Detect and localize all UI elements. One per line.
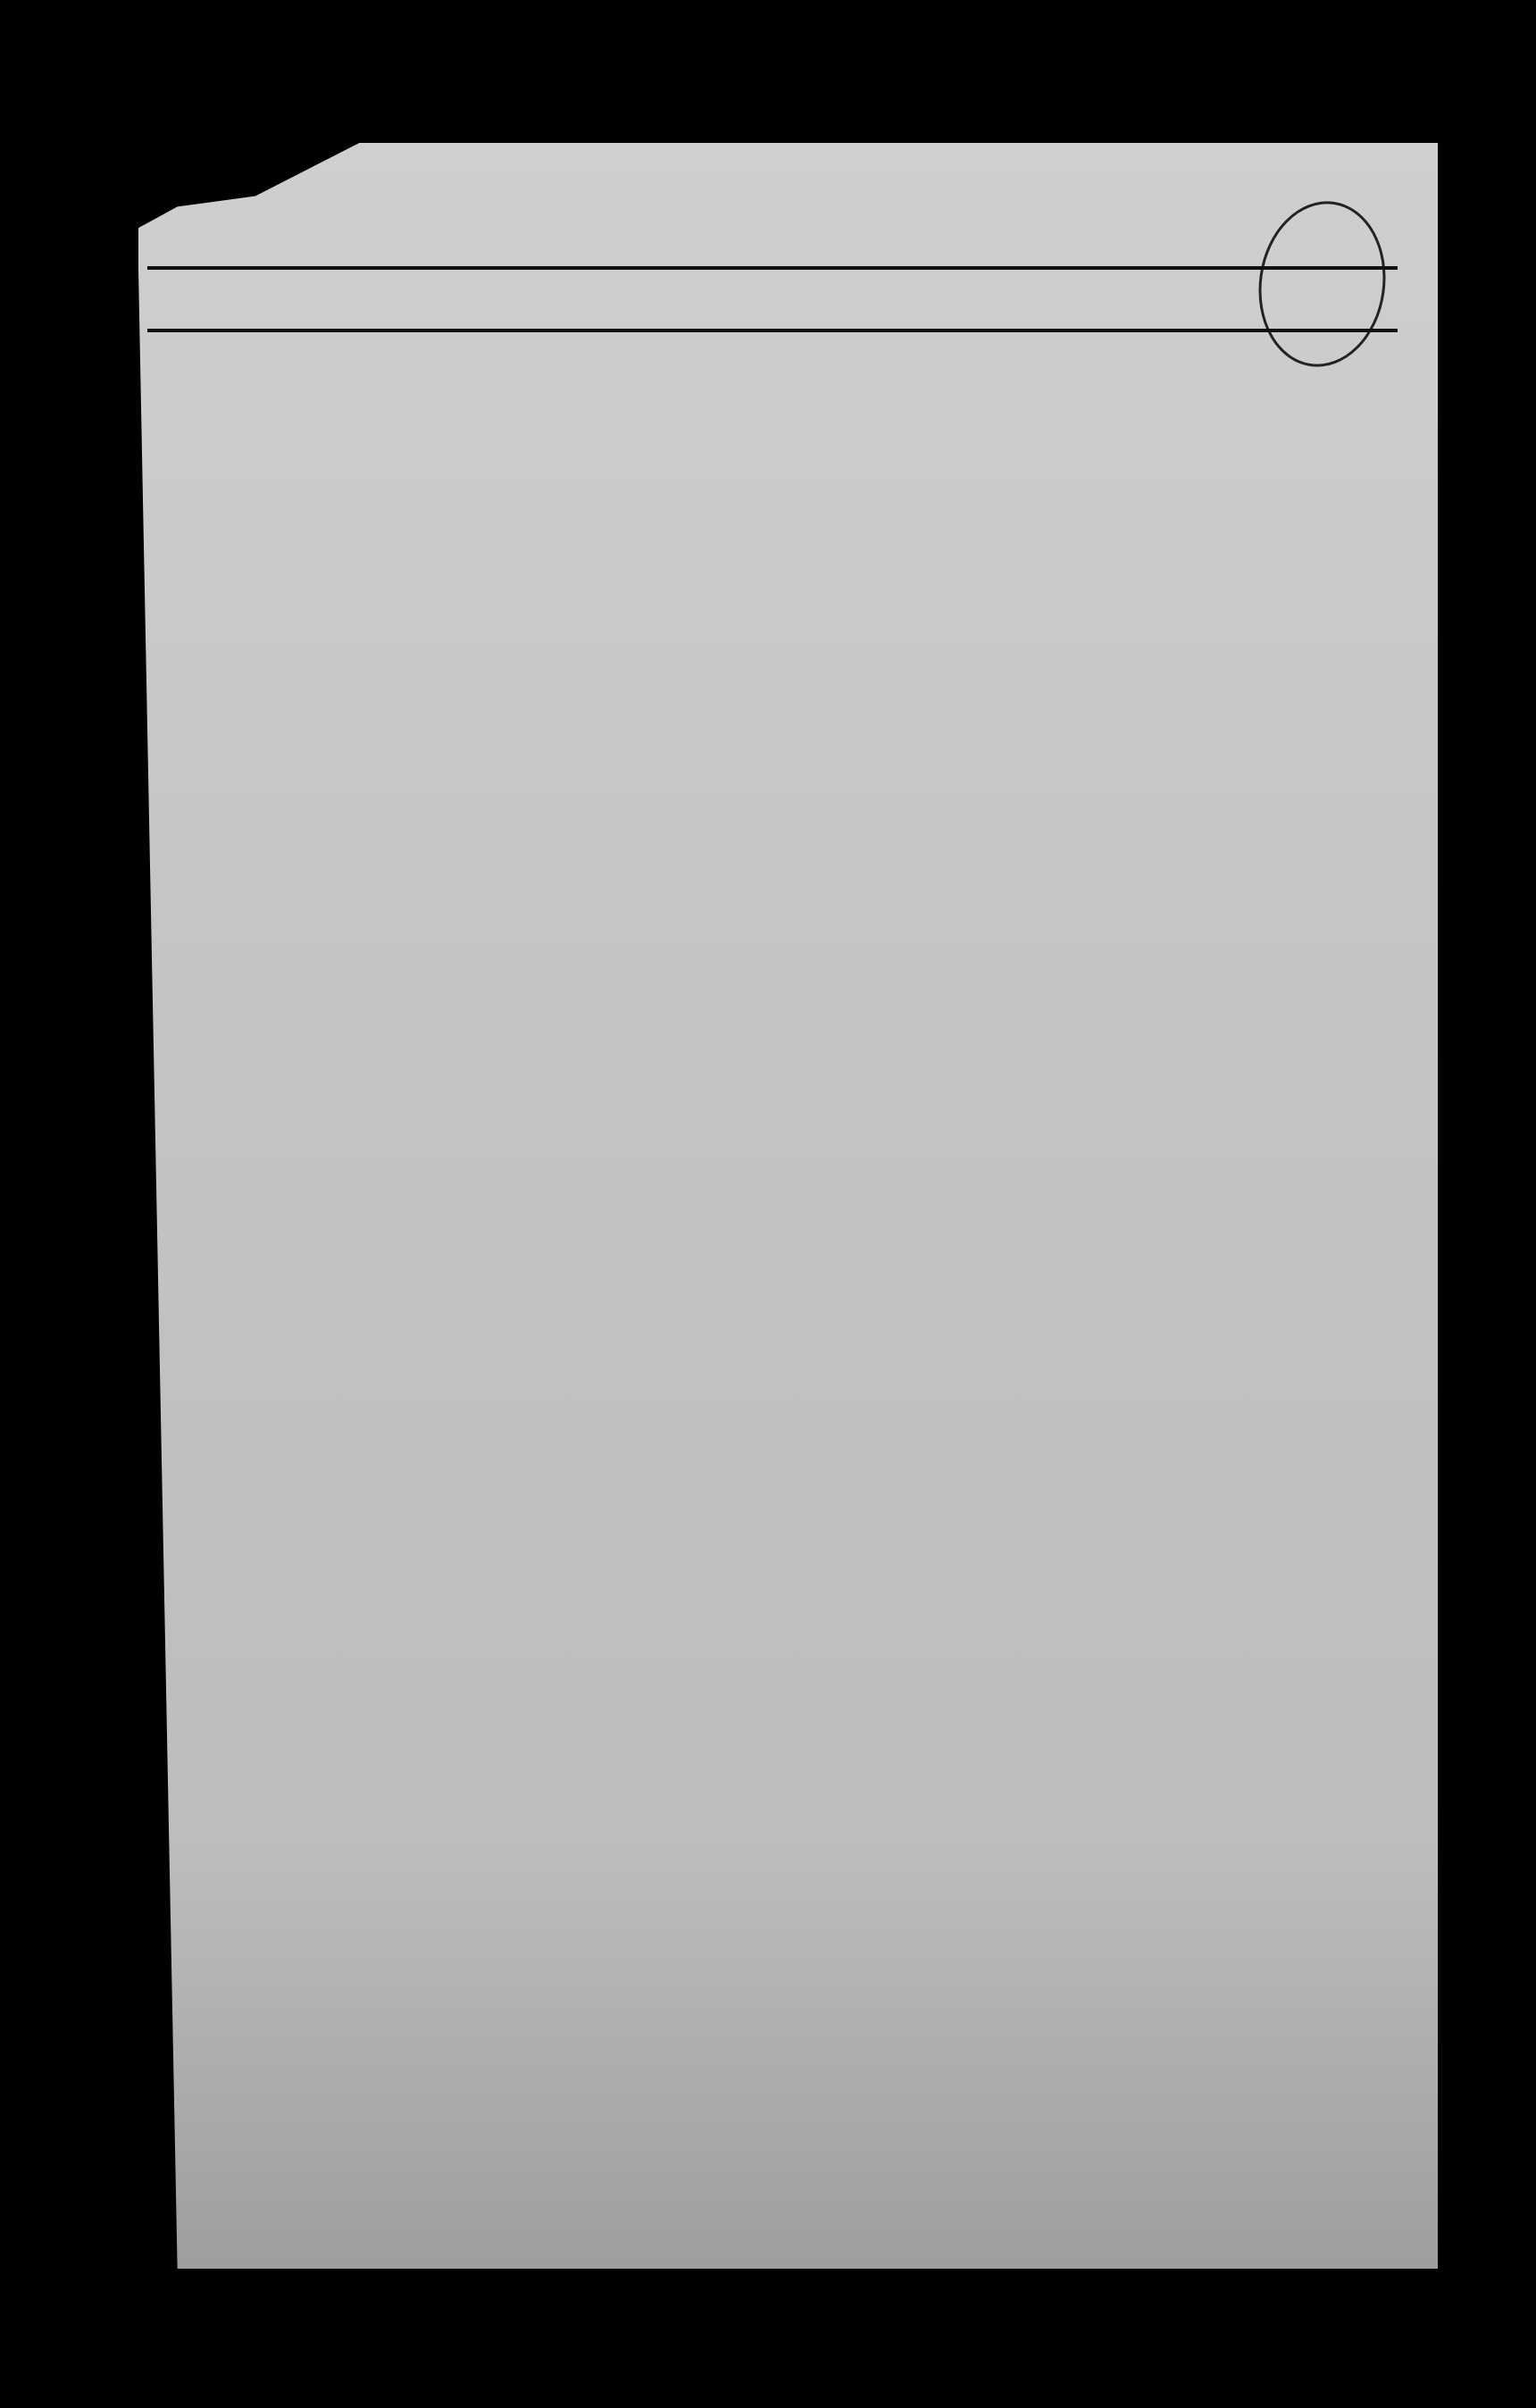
- document-sheet: [138, 143, 1438, 2269]
- header-rule-top: [147, 266, 1398, 270]
- header-rule-bottom: [147, 329, 1398, 332]
